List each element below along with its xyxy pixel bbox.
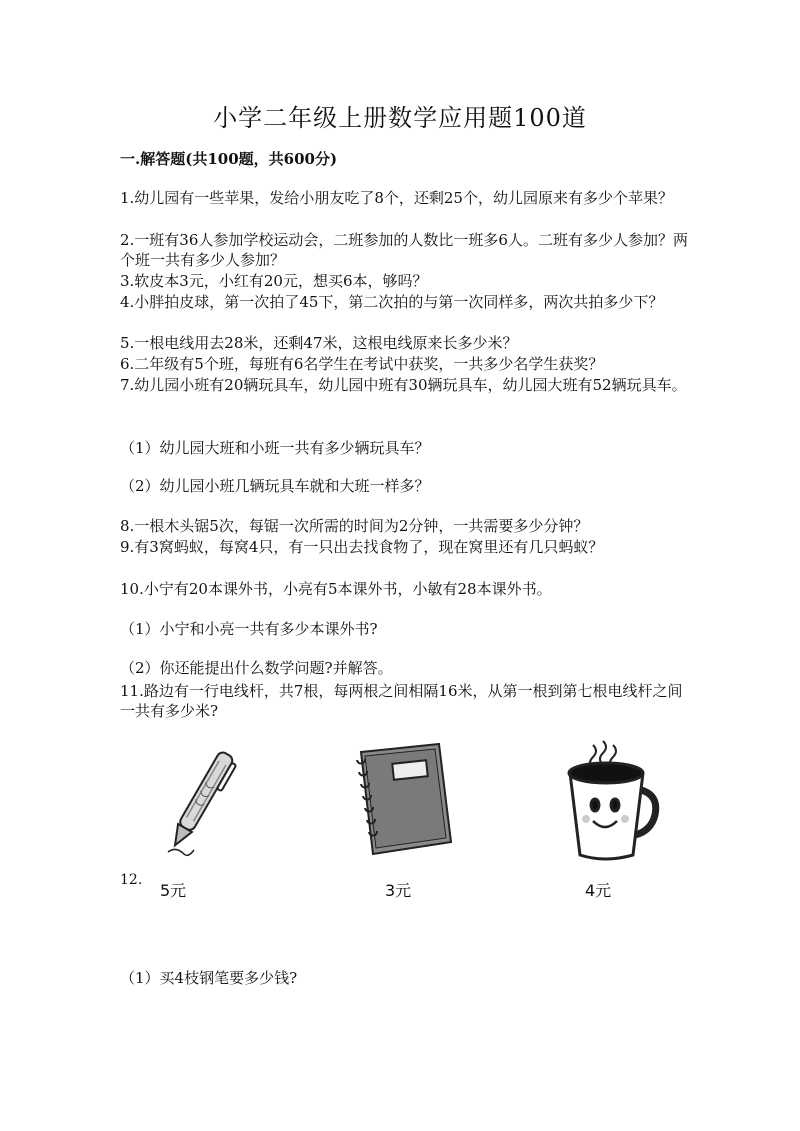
section-heading: 一.解答题(共100题，共600分) bbox=[120, 150, 338, 168]
question-7: 7.幼儿园小班有20辆玩具车，幼儿园中班有30辆玩具车，幼儿园大班有52辆玩具车。 bbox=[120, 376, 687, 394]
question-4: 4.小胖拍皮球，第一次拍了45下，第二次拍的与第一次同样多，两次共拍多少下？ bbox=[120, 293, 664, 311]
question-10-part-1: （1）小宁和小亮一共有多少本课外书? bbox=[120, 620, 378, 638]
question-12-number: 12. bbox=[120, 872, 143, 888]
page-title: 小学二年级上册数学应用题100道 bbox=[213, 104, 587, 132]
question-8: 8.一根木头锯5次，每锯一次所需的时间为2分钟，一共需要多少分钟？ bbox=[120, 517, 589, 535]
question-12-part-1: （1）买4枝钢笔要多少钱? bbox=[120, 969, 298, 987]
question-10-part-2: （2）你还能提出什么数学问题?并解答。 bbox=[120, 659, 393, 677]
pen-price: 5元 bbox=[160, 881, 187, 900]
question-7-part-1: （1）幼儿园大班和小班一共有多少辆玩具车？ bbox=[120, 439, 430, 457]
notebook-price: 3元 bbox=[385, 881, 412, 900]
pen-icon bbox=[150, 742, 250, 862]
question-11: 11.路边有一行电线杆，共7根，每两根之间相隔16米，从第一根到第七根电线杆之间一共有多少米? bbox=[120, 682, 683, 720]
question-9: 9.有3窝蚂蚁，每窝4只，有一只出去找食物了，现在窝里还有几只蚂蚁？ bbox=[120, 538, 604, 556]
cup-icon bbox=[555, 735, 665, 865]
question-6: 6.二年级有5个班，每班有6名学生在考试中获奖，一共多少名学生获奖？ bbox=[120, 355, 604, 373]
notebook-icon bbox=[343, 742, 458, 860]
question-1: 1.幼儿园有一些苹果，发给小朋友吃了8个，还剩25个，幼儿园原来有多少个苹果？ bbox=[120, 189, 673, 207]
question-10: 10.小宁有20本课外书，小亮有5本课外书，小敏有28本课外书。 bbox=[120, 580, 552, 598]
question-3: 3.软皮本3元，小红有20元，想买6本，够吗？ bbox=[120, 272, 428, 290]
question-5: 5.一根电线用去28米，还剩47米，这根电线原来长多少米？ bbox=[120, 334, 518, 352]
question-7-part-2: （2）幼儿园小班几辆玩具车就和大班一样多？ bbox=[120, 477, 430, 495]
question-2: 2.一班有36人参加学校运动会，二班参加的人数比一班多6人。二班有多少人参加？两个班一共有多少人参加？ bbox=[120, 231, 688, 269]
cup-price: 4元 bbox=[585, 881, 612, 900]
